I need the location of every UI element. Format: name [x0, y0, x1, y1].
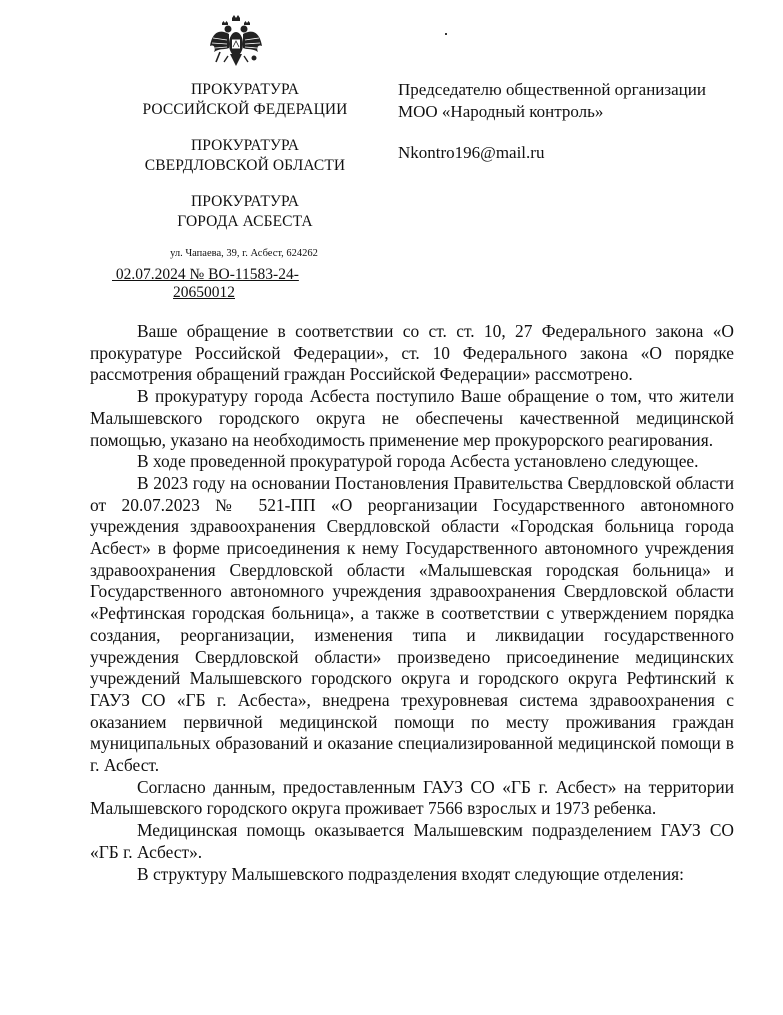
org-line: ПРОКУРАТУРА: [190, 81, 300, 98]
org-line: СВЕРДЛОВСКОЙ ОБЛАСТИ: [144, 157, 346, 174]
org-line: РОССИЙСКОЙ ФЕДЕРАЦИИ: [142, 101, 348, 118]
org-name-russian-federation: [110, 80, 380, 120]
org-line: ПРОКУРАТУРА: [190, 137, 300, 154]
org-line: ГОРОДА АСБЕСТА: [177, 213, 313, 230]
org-name-asbest-city: [110, 192, 380, 232]
recipient-block: [398, 79, 768, 123]
russian-coat-of-arms-icon: [208, 14, 264, 72]
recipient-organization: МОО «Народный контроль»: [398, 102, 604, 121]
registration-number-line1: 02.07.2024 № ВО-11583-24-: [112, 266, 299, 283]
body-paragraph: Ваше обращение в соответствии со ст. ст. 10, 27 Федерального закона «О прокуратуре Российской Федерации», ст. 10 Федерального закона «О порядке рассмотрения обращений граждан Российской Федерации» рассмотрено.: [90, 321, 734, 385]
body-paragraph: В ходе проведенной прокуратурой города Асбеста установлено следующее.: [137, 451, 699, 472]
body-paragraph: Согласно данным, предоставленным ГАУЗ СО «ГБ г. Асбест» на территории Малышевского городского округа проживает 7566 взрослых и 1973 ребенка.: [90, 776, 734, 819]
body-paragraph: В 2023 году на основании Постановления Правительства Свердловской области от 20.07.2023 № 521-ПП «О реорганизации Государственного автономного учреждения здравоохранения Свердловской области «Городская больница города Асбест» в форме присоединения к нему Государственного автономного учреждения здравоохранения Свердловской области «Малышевская городская больница» и Государственного автономного учреждения здравоохранения Свердловской области «Рефтинская городская больница», а также в соответствии с утверждением порядка создания, реорганизации, изменения типа и ликвидации государственного учреждения Свердловской области» произведено присоединение медицинских учреждений Малышевского городского округа и городского округа Рефтинский к ГАУЗ СО «ГБ г. Асбеста», внедрена трехуровневая система здравоохранения с оказанием первичной медицинской помощи по месту проживания граждан муниципальных образований и оказание специализированной медицинской помощи в г. Асбест.: [90, 472, 734, 776]
registration-number-line2: 20650012: [173, 284, 235, 301]
org-line: ПРОКУРАТУРА: [190, 193, 300, 210]
recipient-title: Председателю общественной организации: [398, 80, 706, 99]
body-paragraph: Медицинская помощь оказывается Малышевским подразделением ГАУЗ СО «ГБ г. Асбест».: [90, 820, 734, 862]
org-name-sverdlovsk-region: [110, 136, 380, 176]
sender-address: ул. Чапаева, 39, г. Асбест, 624262: [170, 248, 318, 259]
registration-number: [112, 266, 362, 302]
letter-body: [90, 321, 734, 885]
body-paragraph: В прокуратуру города Асбеста поступило Ваше обращение о том, что жители Малышевского городского округа не обеспечены качественной медицинской помощью, указано на необходимость применение мер прокурорского реагирования.: [90, 386, 734, 450]
body-paragraph: В структуру Малышевского подразделения входят следующие отделения:: [137, 863, 684, 884]
scan-speck: [445, 33, 447, 35]
recipient-email: Nkontro196@mail.ru: [398, 143, 545, 162]
